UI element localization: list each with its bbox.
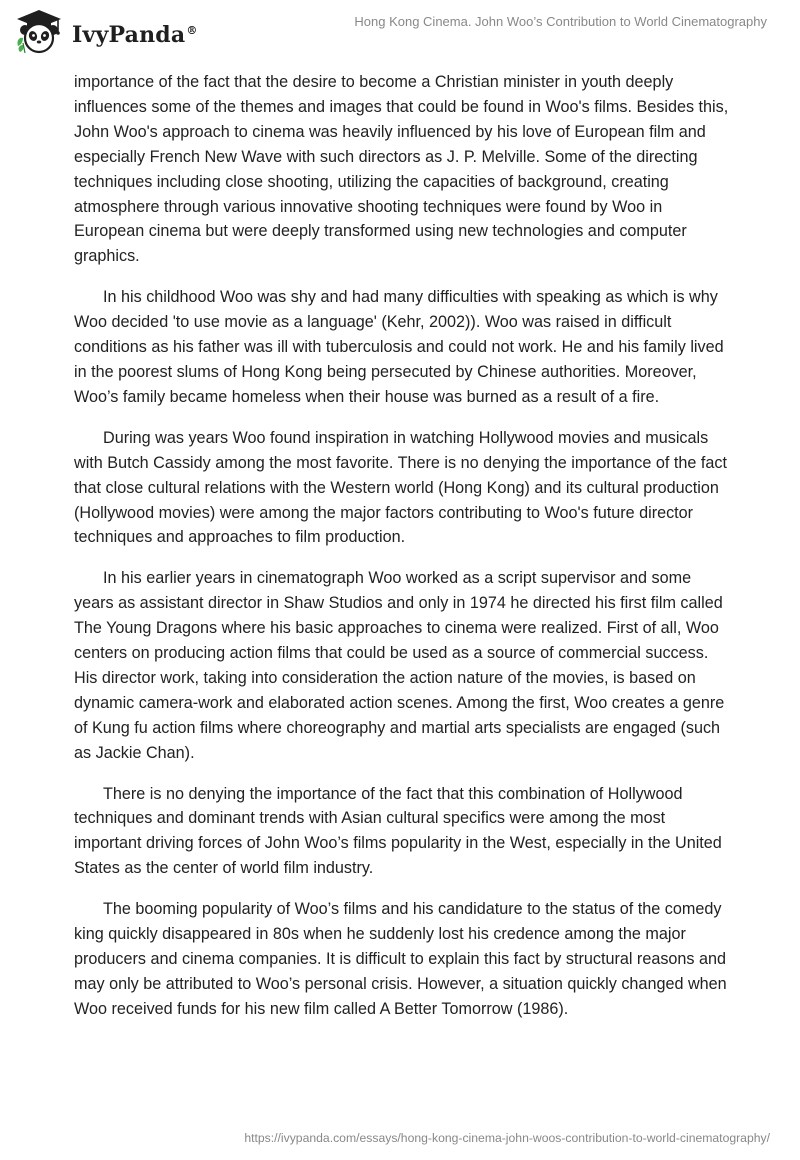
essay-body: [74, 70, 730, 1038]
essay-paragraph: The booming popularity of Woo’s films and his candidature to the status of the comedy king quickly disappeared in 80s when he suddenly lost his credence among the major producers and cinema companies. It is difficult to explain this fact by structural reasons and may only be attributed to Woo’s personal crisis. However, a situation quickly changed when Woo received funds for his new film called A Better Tomorrow (1986).: [74, 900, 727, 1018]
essay-paragraph: There is no denying the importance of the fact that this combination of Hollywood techniques and dominant trends with Asian cultural specifics were among the most important driving forces of John Woo’s films popularity in the West, especially in the United States as the center of world film industry.: [74, 784, 722, 878]
essay-paragraph: In his childhood Woo was shy and had many difficulties with speaking as which is why Woo decided 'to use movie as a language' (Kehr, 2002)). Woo was raised in difficult conditions as his father was ill with tuberculosis and could not work. He and his family lived in the poorest slums of Hong Kong being persecuted by Chinese authorities. Moreover, Woo’s family became homeless when their house was burned as a result of a fire.: [74, 288, 724, 406]
registered-mark: ®: [186, 23, 198, 37]
document-title: Hong Kong Cinema. John Woo’s Contribution to World Cinematography: [354, 14, 767, 29]
essay-paragraph: During was years Woo found inspiration in watching Hollywood movies and musicals with Butch Cassidy among the most favorite. There is no denying the importance of the fact that close cultural relations with the Western world (Hong Kong) and its cultural production (Hollywood movies) were among the major factors contributing to Woo's future director techniques and approaches to film production.: [74, 428, 727, 547]
brand-logo[interactable]: [14, 8, 198, 56]
brand-name: [72, 22, 198, 48]
page-header: [0, 0, 800, 66]
brand-name-text: IvyPanda: [72, 22, 186, 48]
panda-graduation-cap-icon: [14, 8, 64, 56]
source-url-link[interactable]: https://ivypanda.com/essays/hong-kong-cinema-john-woos-contribution-to-world-cinematography/: [244, 1131, 770, 1145]
essay-paragraph: importance of the fact that the desire to become a Christian minister in youth deeply influences some of the themes and images that could be found in Woo's films. Besides this, John Woo's approach to cinema was heavily influenced by his love of European film and especially French New Wave with such directors as J. P. Melville. Some of the directing techniques including close shooting, utilizing the capacities of background, creating atmosphere through various innovative shooting techniques were found by Woo in European cinema but were deeply transformed using new technologies and computer graphics.: [74, 73, 729, 266]
essay-paragraph: In his earlier years in cinematograph Woo worked as a script supervisor and some years as assistant director in Shaw Studios and only in 1974 he directed his first film called The Young Dragons where his basic approaches to cinema were realized. First of all, Woo centers on producing action films that could be used as a source of commercial success. His director work, taking into consideration the action nature of the movies, is based on dynamic camera-work and elaborated action scenes. Among the first, Woo creates a genre of Kung fu action films where choreography and martial arts specialists are engaged (such as Jackie Chan).: [74, 569, 725, 762]
